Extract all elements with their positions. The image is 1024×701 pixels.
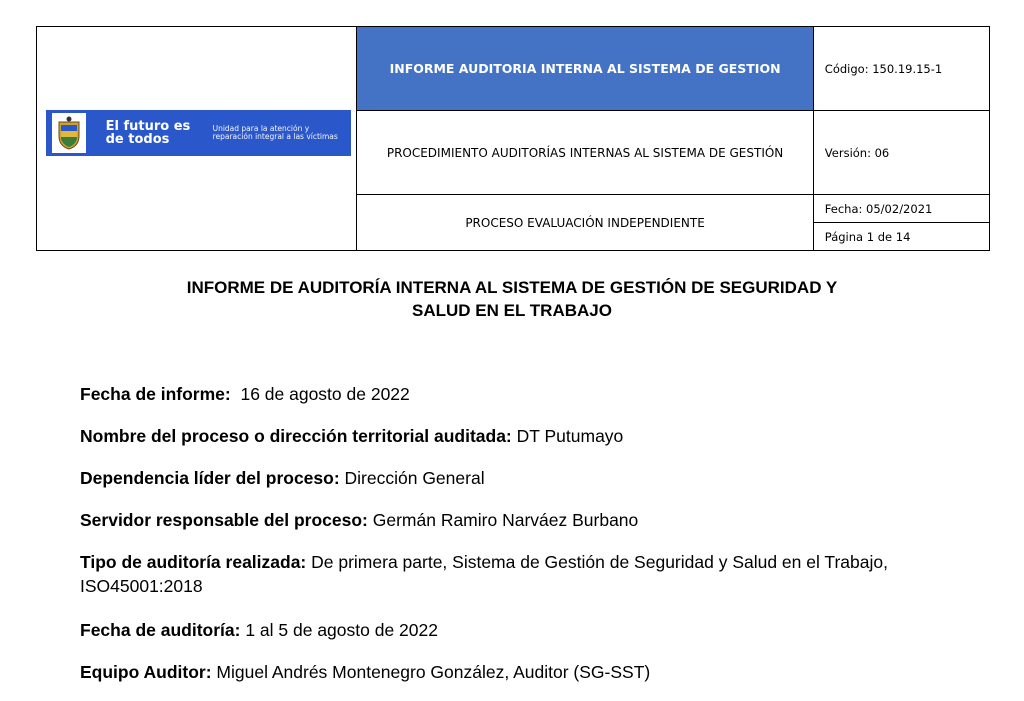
field-value: Miguel Andrés Montenegro González, Auditor (SG-SST) [211, 662, 651, 682]
field-label: Nombre del proceso o dirección territorial auditada: [80, 426, 512, 446]
field-audit-type [80, 550, 960, 598]
document-code: Código: 150.19.15-1 [813, 27, 989, 111]
field-label: Tipo de auditoría realizada: [80, 552, 307, 572]
document-version: Versión: 06 [813, 111, 989, 195]
field-label: Fecha de auditoría: [80, 620, 241, 640]
field-value: Germán Ramiro Narváez Burbano [367, 510, 639, 530]
field-value: De primera parte, Sistema de Gestión de Seguridad y Salud en el Trabajo, ISO45001:2018 [80, 552, 888, 596]
page-number: Página 1 de 14 [813, 223, 989, 251]
logo-cell [37, 27, 357, 251]
field-label: Dependencia líder del proceso: [80, 468, 340, 488]
entity-logo [46, 110, 351, 156]
field-audit-team [80, 660, 960, 684]
field-lead-dependency [80, 466, 960, 490]
document-date: Fecha: 05/02/2021 [813, 195, 989, 223]
field-responsible-servant [80, 508, 960, 532]
field-label: Fecha de informe: [80, 384, 231, 404]
field-audit-date [80, 618, 960, 642]
field-label: Servidor responsable del proceso: [80, 510, 368, 530]
field-value: Dirección General [339, 468, 485, 488]
field-report-date [80, 382, 960, 406]
report-title-line-2: SALUD EN EL TRABAJO [412, 301, 612, 320]
field-value: 16 de agosto de 2022 [230, 384, 410, 404]
procedure-name: PROCEDIMIENTO AUDITORÍAS INTERNAS AL SISTEMA DE GESTIÓN [357, 111, 813, 195]
logo-sub-text: Unidad para la atención y reparación integral a las víctimas [212, 124, 338, 141]
field-value: DT Putumayo [511, 426, 624, 446]
document-header-table [36, 26, 990, 251]
report-title [60, 276, 964, 322]
field-process-name [80, 424, 960, 448]
field-value: 1 al 5 de agosto de 2022 [240, 620, 438, 640]
process-name: PROCESO EVALUACIÓN INDEPENDIENTE [357, 195, 813, 251]
report-header-title: INFORME AUDITORIA INTERNA AL SISTEMA DE GESTION [357, 27, 813, 111]
coat-of-arms-icon [52, 113, 86, 153]
field-label: Equipo Auditor: [80, 662, 212, 682]
report-title-line-1: INFORME DE AUDITORÍA INTERNA AL SISTEMA DE GESTIÓN DE SEGURIDAD Y [186, 278, 838, 297]
logo-main-text: El futuro es de todos [105, 119, 191, 147]
